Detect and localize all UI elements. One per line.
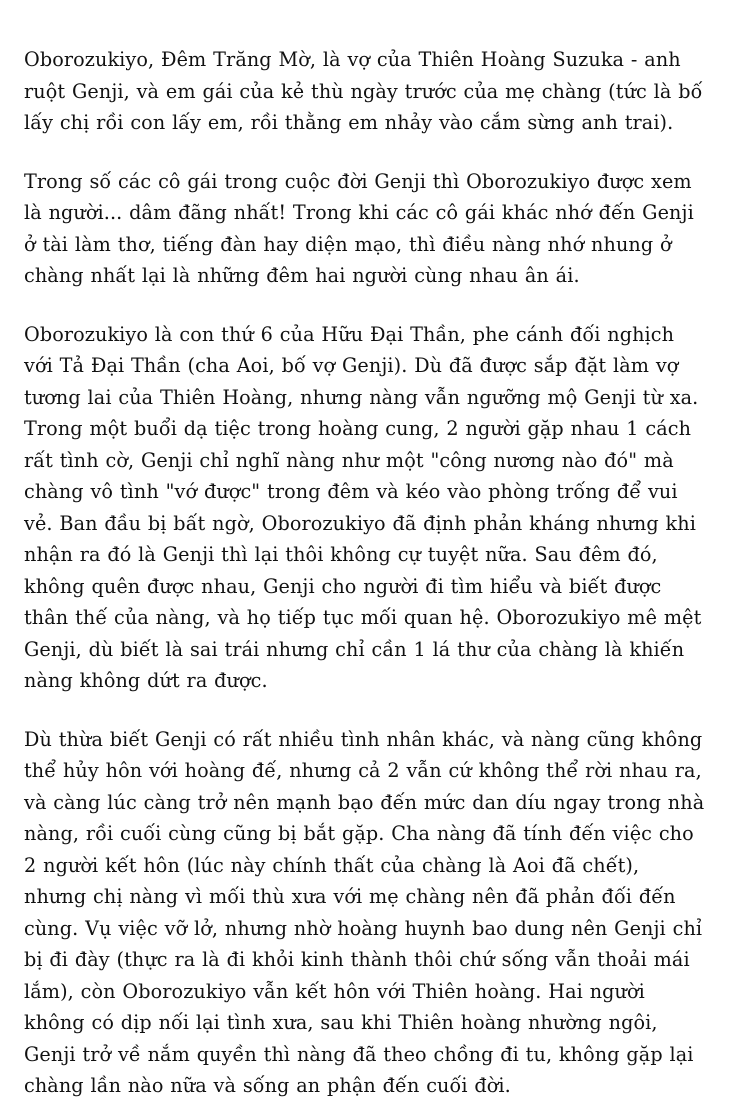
paragraph: Oborozukiyo, Đêm Trăng Mờ, là vợ của Thiên Hoàng Suzuka - anh ruột Genji, và em gái của kẻ thù ngày trước của mẹ chàng (tức là bố lấy chị rồi con lấy em, rồi thằng em nhảy vào cắm sừng anh trai). bbox=[24, 48, 703, 134]
paragraph: Trong số các cô gái trong cuộc đời Genji thì Oborozukiyo được xem là người... dâm đãng nhất! Trong khi các cô gái khác nhớ đến Genji ở tài làm thơ, tiếng đàn hay diện mạo, thì điều nàng nhớ nhung ở chàng nhất lại là những đêm hai người cùng nhau ân ái. bbox=[24, 169, 694, 287]
article-body bbox=[24, 44, 708, 1102]
paragraph: Oborozukiyo là con thứ 6 của Hữu Đại Thần, phe cánh đối nghịch với Tả Đại Thần (cha Aoi, bố vợ Genji). Dù đã được sắp đặt làm vợ tương lai của Thiên Hoàng, nhưng nàng vẫn ngưỡng mộ Genji từ xa. Trong một buổi dạ tiệc trong hoàng cung, 2 người gặp nhau 1 cách rất tình cờ, Genji chỉ nghĩ nàng như một "công nương nào đó" mà chàng vô tình "vớ được" trong đêm và kéo vào phòng trống để vui vẻ. Ban đầu bị bất ngờ, Oborozukiyo đã định phản kháng nhưng khi nhận ra đó là Genji thì lại thôi không cự tuyệt nữa. Sau đêm đó, không quên được nhau, Genji cho người đi tìm hiểu và biết được thân thế của nàng, và họ tiếp tục mối quan hệ. Oborozukiyo mê mệt Genji, dù biết là sai trái nhưng chỉ cần 1 lá thư của chàng là khiến nàng không dứt ra được. bbox=[24, 322, 702, 692]
paragraph: Dù thừa biết Genji có rất nhiều tình nhân khác, và nàng cũng không thể hủy hôn với hoàng đế, nhưng cả 2 vẫn cứ không thể rời nhau ra, và càng lúc càng trở nên mạnh bạo đến mức dan díu ngay trong nhà nàng, rồi cuối cùng cũng bị bắt gặp. Cha nàng đã tính đến việc cho 2 người kết hôn (lúc này chính thất của chàng là Aoi đã chết), nhưng chị nàng vì mối thù xưa với mẹ chàng nên đã phản đối đến cùng. Vụ việc vỡ lở, nhưng nhờ hoàng huynh bao dung nên Genji chỉ bị đi đày (thực ra là đi khỏi kinh thành thôi chứ sống vẫn thoải mái lắm), còn Oborozukiyo vẫn kết hôn với Thiên hoàng. Hai người không có dịp nối lại tình xưa, sau khi Thiên hoàng nhường ngôi, Genji trở về nắm quyền thì nàng đã theo chồng đi tu, không gặp lại chàng lần nào nữa và sống an phận đến cuối đời. bbox=[24, 727, 705, 1097]
